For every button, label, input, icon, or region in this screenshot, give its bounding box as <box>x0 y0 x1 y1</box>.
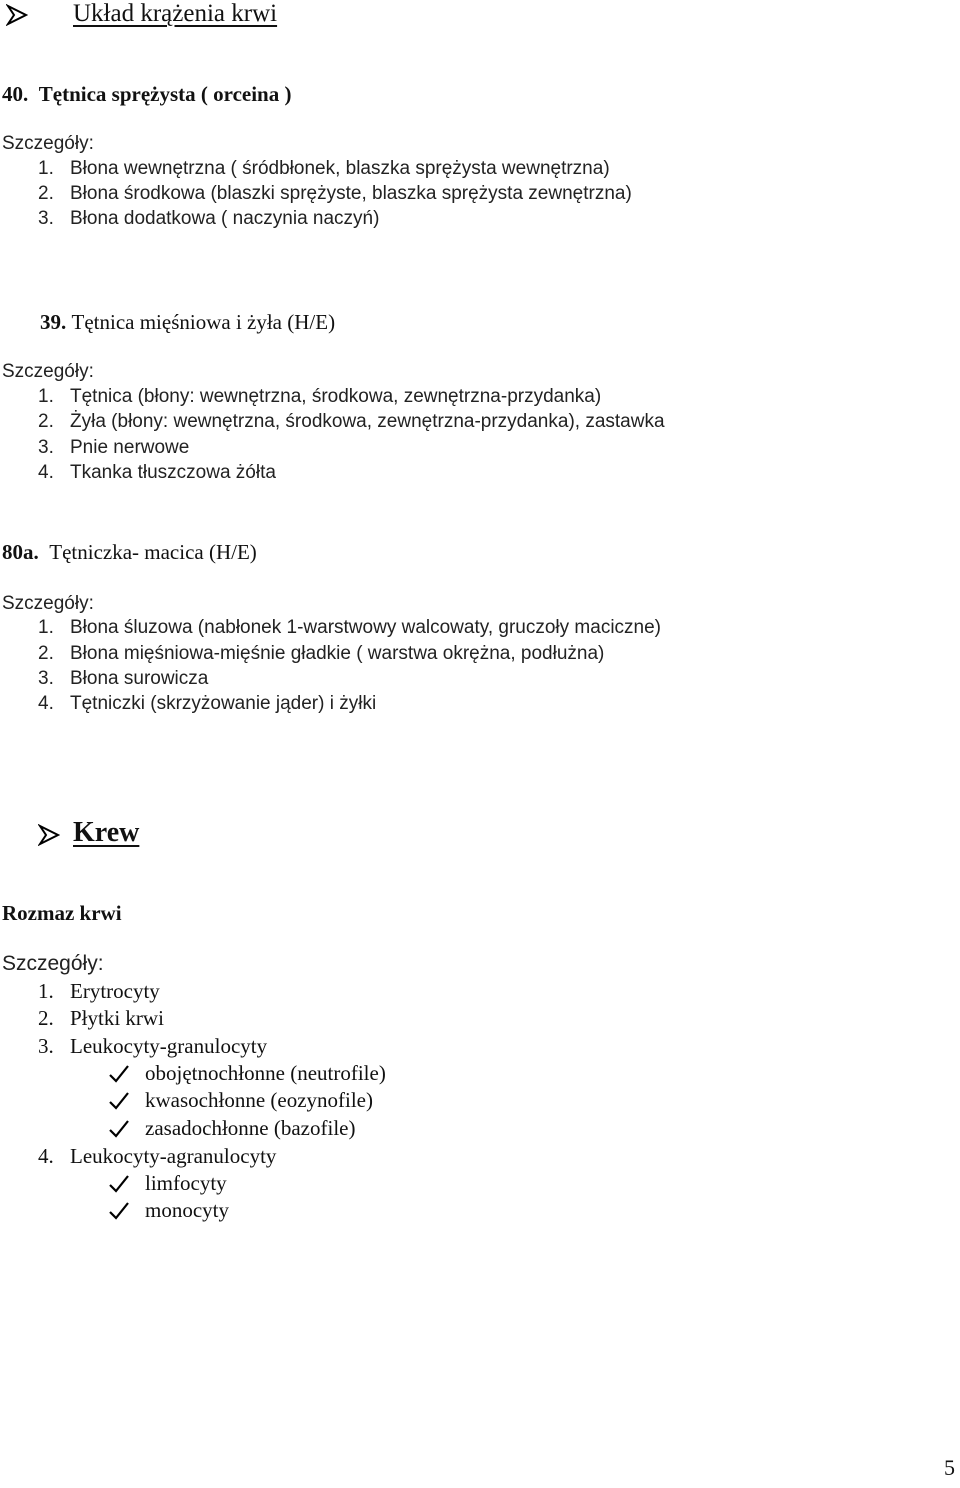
checkmark-icon <box>108 1201 130 1221</box>
section-heading-uklad-krazenia: Układ krążenia krwi <box>73 0 278 27</box>
sublist-item: monocyty <box>145 1198 229 1222</box>
details-label: Szczegóły: <box>2 361 94 382</box>
details-label: Szczegóły: <box>2 133 94 154</box>
slide-number: 80a. <box>2 540 39 564</box>
list-item: 4. Tętniczki (skrzyżowanie jąder) i żyłki <box>38 693 377 714</box>
list-item: 3. Leukocyty-granulocyty <box>38 1034 268 1058</box>
slide-number: 40. <box>2 82 29 106</box>
arrow-bullet-icon <box>6 4 28 26</box>
sublist-item: zasadochłonne (bazofile) <box>145 1116 356 1140</box>
section-heading-krew: Krew <box>73 817 140 848</box>
slide-title-text: Tętnica mięśniowa i żyła (H/E) <box>71 310 336 334</box>
slide-title-40 <box>2 82 291 107</box>
list-item: 3. Błona dodatkowa ( naczynia naczyń) <box>38 208 380 229</box>
page-number: 5 <box>944 1455 955 1480</box>
slide-title-rozmaz: Rozmaz krwi <box>2 901 122 925</box>
list-item: 3. Pnie nerwowe <box>38 437 190 458</box>
slide-number: 39. <box>40 310 67 334</box>
list-item: 2. Błona środkowa (blaszki sprężyste, blaszka sprężysta zewnętrzna) <box>38 183 632 204</box>
list-item: 2. Błona mięśniowa-mięśnie gładkie ( warstwa okrężna, podłużna) <box>38 643 605 664</box>
list-item: 4. Tkanka tłuszczowa żółta <box>38 462 276 483</box>
list-item: 1. Tętnica (błony: wewnętrzna, środkowa, zewnętrzna-przydanka) <box>38 386 602 407</box>
checkmark-icon <box>108 1064 130 1084</box>
checkmark-icon <box>108 1119 130 1139</box>
sublist-item: limfocyty <box>145 1171 227 1195</box>
list-item: 3. Błona surowicza <box>38 668 209 689</box>
list-item: 1. Błona wewnętrzna ( śródbłonek, blaszka sprężysta wewnętrzna) <box>38 158 610 179</box>
slide-title-39 <box>40 310 335 335</box>
list-item: 2. Płytki krwi <box>38 1006 164 1030</box>
checkmark-icon <box>108 1174 130 1194</box>
slide-title-80a <box>2 540 257 565</box>
details-label: Szczegóły: <box>2 593 94 614</box>
details-label: Szczegóły: <box>2 952 104 975</box>
sublist-item: obojętnochłonne (neutrofile) <box>145 1061 386 1085</box>
sublist-item: kwasochłonne (eozynofile) <box>145 1088 373 1112</box>
list-item: 1. Erytrocyty <box>38 979 160 1003</box>
checkmark-icon <box>108 1091 130 1111</box>
list-item: 1. Błona śluzowa (nabłonek 1-warstwowy walcowaty, gruczoły maciczne) <box>38 617 661 638</box>
arrow-bullet-icon <box>38 824 60 846</box>
list-item: 4. Leukocyty-agranulocyty <box>38 1144 277 1168</box>
slide-title-text: Tętniczka- macica (H/E) <box>49 540 257 564</box>
list-item: 2. Żyła (błony: wewnętrzna, środkowa, zewnętrzna-przydanka), zastawka <box>38 411 665 432</box>
slide-title-text: Tętnica sprężysta ( orceina ) <box>38 82 292 106</box>
